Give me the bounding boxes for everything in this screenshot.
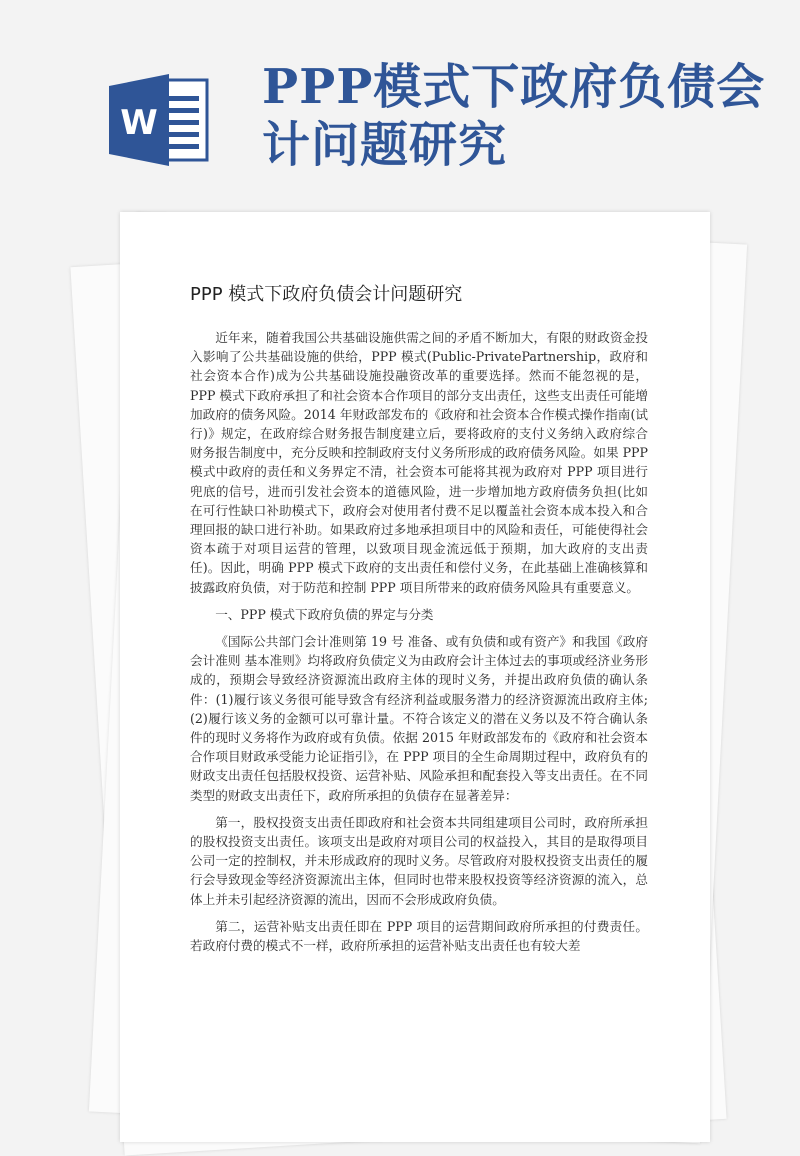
paragraph: 近年来，随着我国公共基础设施供需之间的矛盾不断加大，有限的财政资金投入影响了公共基础设施的供给，PPP 模式(Public-PrivatePartnership，政府和社会资本合作)成为公共基础设施投融资改革的重要选择。然而不能忽视的是，PPP 模式下政府承担了和社会资本合作项目的部分支出责任，这些支出责任可能增加政府的债务风险。2014 年财政部发布的《政府和社会资本合作模式操作指南(试行)》规定，在政府综合财务报告制度建立后，要将政府的支付义务纳入政府综合财务报告制度中，充分反映和控制政府支付义务所形成的政府债务风险。如果 PPP 模式中政府的责任和义务界定不清，社会资本可能将其视为政府对 PPP 项目进行兜底的信号，进而引发社会资本的道德风险，进一步增加地方政府债务负担(比如在可行性缺口补助模式下，政府会对使用者付费不足以覆盖社会资本成本投入和合理回报的缺口进行补助。如果政府过多地承担项目中的风险和责任，可能使得社会资本疏于对项目运营的管理，以致项目现金流远低于预期，加大政府的支出责任)。因此，明确 PPP 模式下政府的支出责任和偿付义务，在此基础上准确核算和披露政府负债，对于防范和控制 PPP 项目所带来的政府债务风险具有重要意义。 [190, 330, 648, 595]
header-banner [0, 0, 800, 210]
document-page [120, 212, 710, 1142]
word-document-icon [107, 70, 212, 170]
paragraph: 《国际公共部门会计准则第 19 号 准备、或有负债和或有资产》和我国《政府会计准则 基本准则》均将政府负债定义为由政府会计主体过去的事项或经济业务形成的，预期会导致经济资源流出政府主体的现时义务，并提出政府负债的确认条件：(1)履行该义务很可能导致含有经济利益或服务潜力的经济资源流出政府主体;(2)履行该义务的金额可以可靠计量。不符合该定义的潜在义务以及不符合确认条件的现时义务将作为政府或有负债。依据 2015 年财政部发布的《政府和社会资本合作项目财政承受能力论证指引》，在 PPP 项目的全生命周期过程中，政府负有的财政支出责任包括股权投资、运营补贴、风险承担和配套投入等支出责任。在不同类型的财政支出责任下，政府所承担的负债存在显著差异： [190, 634, 648, 803]
section-heading: 一、PPP 模式下政府负债的界定与分类 [215, 606, 434, 622]
document-title: PPP 模式下政府负债会计问题研究 [190, 284, 463, 305]
paragraph: 第一，股权投资支出责任即政府和社会资本共同组建项目公司时，政府所承担的股权投资支出责任。该项支出是政府对项目公司的权益投入，其目的是取得项目公司一定的控制权，并未形成政府的现时义务。尽管政府对股权投资支出责任的履行会导致现金等经济资源流出主体，但同时也带来股权投资等经济资源的流入，总体上并未引起经济资源的流出，因而不会形成政府负债。 [190, 814, 648, 907]
document-body [190, 328, 648, 963]
svg-text:W: W [120, 103, 158, 143]
banner-title: PPP模式下政府负债会计问题研究 [262, 59, 766, 173]
paragraph: 第二，运营补贴支出责任即在 PPP 项目的运营期间政府所承担的付费责任。若政府付费的模式不一样，政府所承担的运营补贴支出责任也有较大差 [190, 918, 648, 954]
